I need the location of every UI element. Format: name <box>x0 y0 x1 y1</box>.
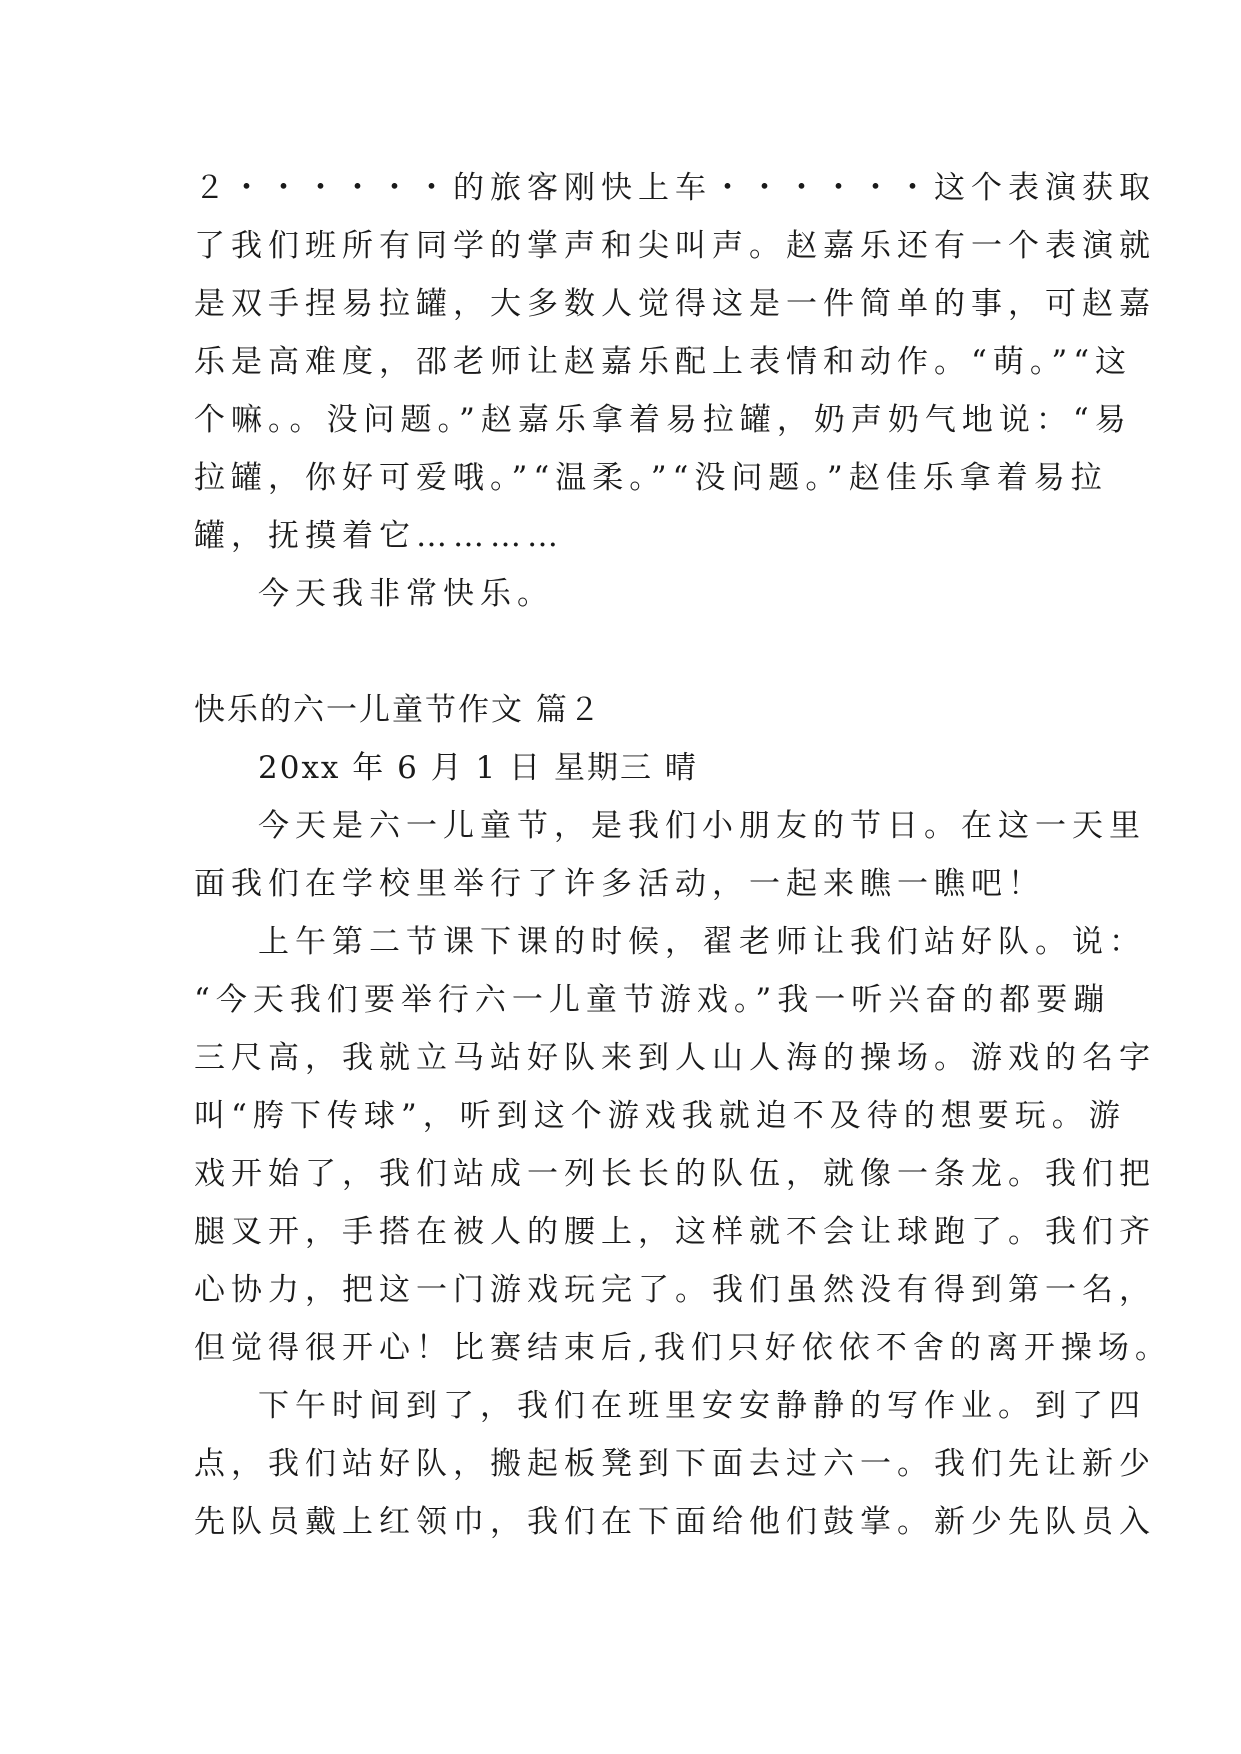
text-line: 但觉得很开心！比赛结束后,我们只好依依不舍的离开操场。 <box>194 1330 1172 1366</box>
text-line: 心协力，把这一门游戏玩完了。我们虽然没有得到第一名， <box>194 1272 1156 1308</box>
text-line: 个嘛。。没问题。”赵嘉乐拿着易拉罐，奶声奶气地说：“易 <box>194 402 1132 438</box>
text-line: 了我们班所有同学的掌声和尖叫声。赵嘉乐还有一个表演就 <box>194 228 1156 264</box>
text-line: 罐，抚摸着它………… <box>194 518 564 554</box>
text-line: 下午时间到了，我们在班里安安静静的写作业。到了四 <box>258 1388 1146 1424</box>
text-line: “今天我们要举行六一儿童节游戏。”我一听兴奋的都要蹦 <box>194 982 1111 1018</box>
text-line: 是双手捏易拉罐，大多数人觉得这是一件简单的事，可赵嘉 <box>194 286 1156 322</box>
text-line: 拉罐，你好可爱哦。”“温柔。”“没问题。”赵佳乐拿着易拉 <box>194 460 1108 496</box>
text-line: 上午第二节课下课的时候，翟老师让我们站好队。说： <box>258 924 1146 960</box>
date-line: 20xx 年 6 月 1 日 星期三 晴 <box>258 750 698 786</box>
text-line: 今天是六一儿童节，是我们小朋友的节日。在这一天里 <box>258 808 1146 844</box>
closing-line: 今天我非常快乐。 <box>258 576 554 612</box>
text-line: 三尺高，我就立马站好队来到人山人海的操场。游戏的名字 <box>194 1040 1156 1076</box>
text-line: 乐是高难度，邵老师让赵嘉乐配上表情和动作。“萌。”“这 <box>194 344 1133 380</box>
text-line: 腿叉开，手搭在被人的腰上，这样就不会让球跑了。我们齐 <box>194 1214 1156 1250</box>
text-line: 先队员戴上红领巾，我们在下面给他们鼓掌。新少先队员入 <box>194 1504 1156 1540</box>
text-line: 戏开始了，我们站成一列长长的队伍，就像一条龙。我们把 <box>194 1156 1156 1192</box>
text-line: ２・・・・・・的旅客刚快上车・・・・・・这个表演获取 <box>194 170 1156 206</box>
text-line: 点，我们站好队，搬起板凳到下面去过六一。我们先让新少 <box>194 1446 1156 1482</box>
text-line: 面我们在学校里举行了许多活动，一起来瞧一瞧吧！ <box>194 866 1045 902</box>
text-line: 叫“胯下传球”，听到这个游戏我就迫不及待的想要玩。游 <box>194 1098 1126 1134</box>
section-heading: 快乐的六一儿童节作文 篇２ <box>194 692 602 728</box>
